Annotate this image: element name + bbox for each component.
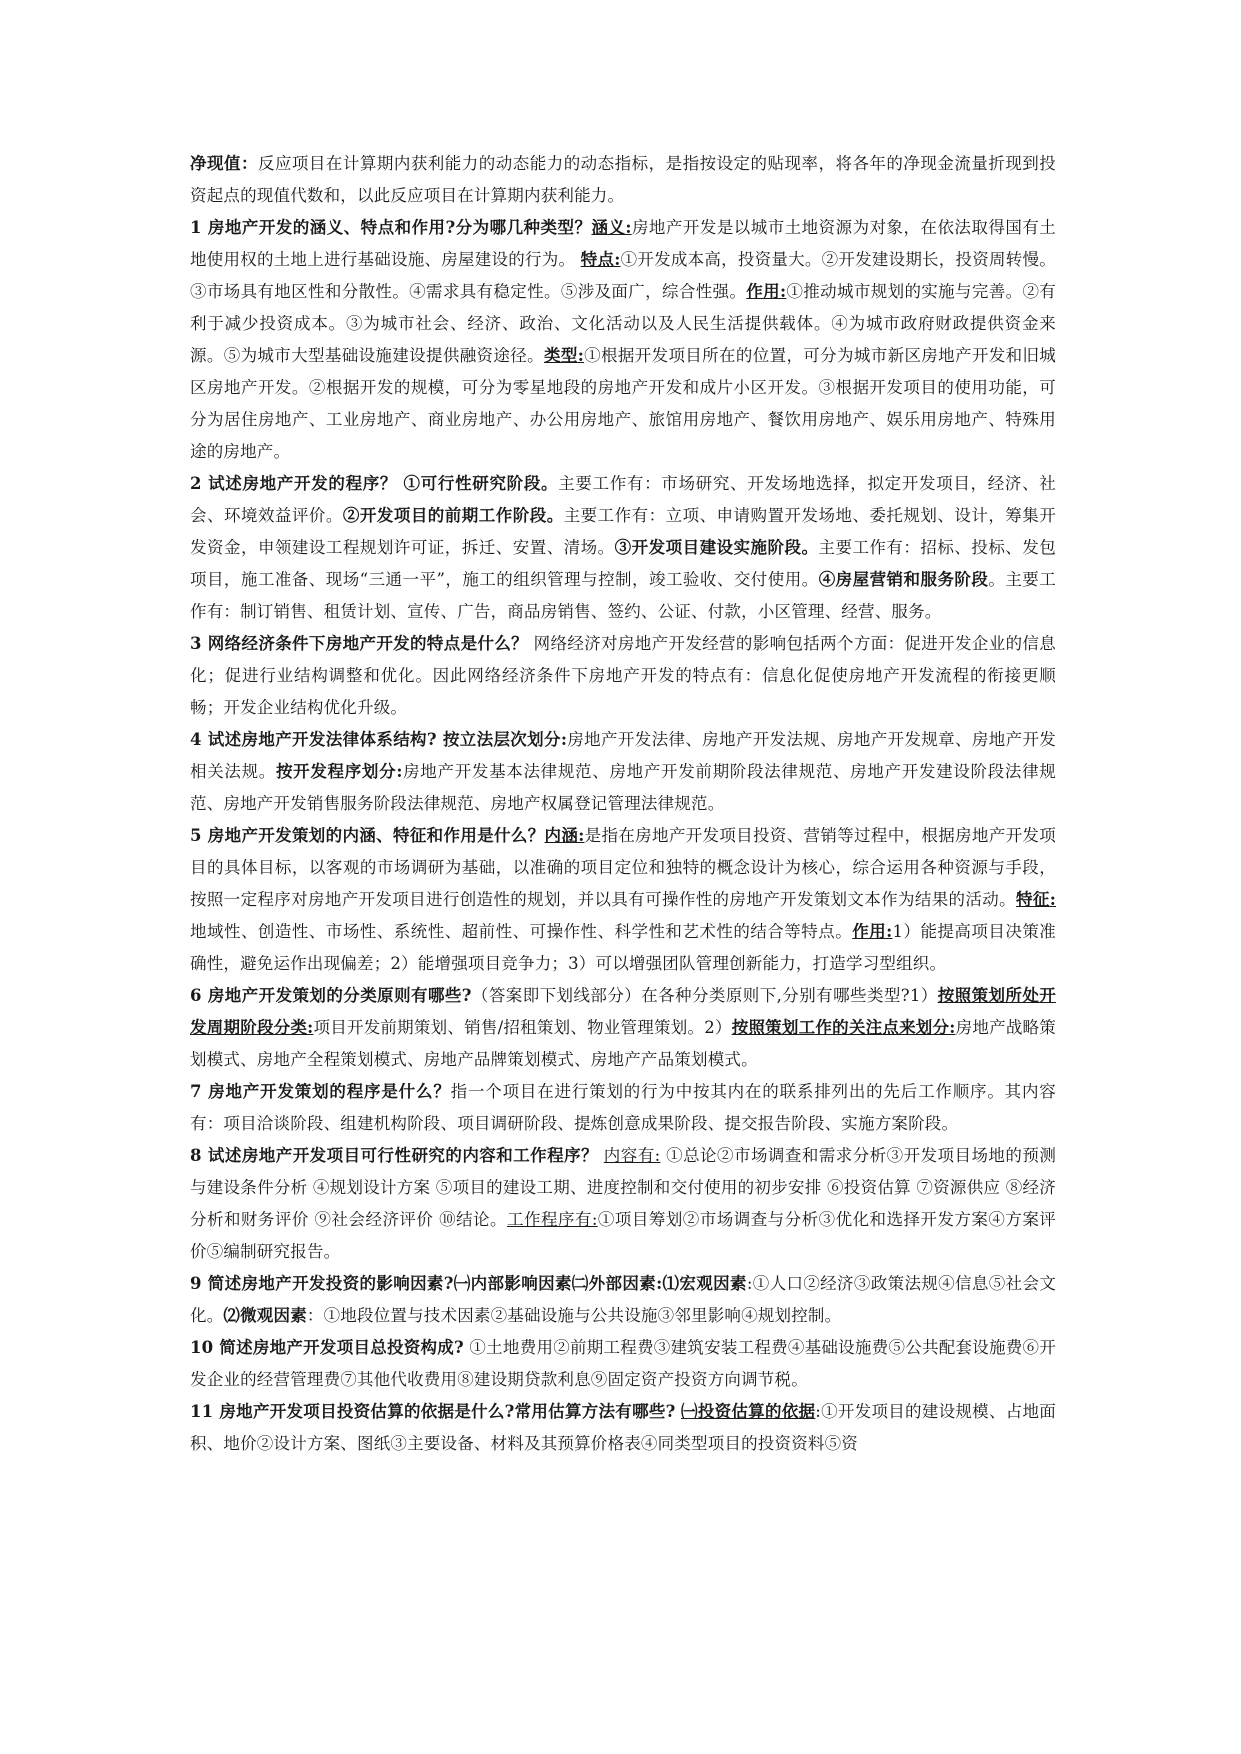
paragraph xyxy=(190,148,1056,212)
paragraph xyxy=(190,820,1056,980)
bold-text-run: 作用: xyxy=(746,282,787,301)
text-run: 内容有: xyxy=(603,1146,661,1165)
bold-text-run: 特征: xyxy=(1015,890,1056,909)
bold-text-run: 4 试述房地产开发法律体系结构? 按立法层次划分: xyxy=(190,730,568,749)
bold-text-run: 1 房地产开发的涵义、特点和作用?分为哪几种类型？ xyxy=(190,218,592,237)
bold-text-run: ⑵微观因素 xyxy=(223,1306,307,1325)
bold-text-run: 涵义: xyxy=(591,218,632,237)
bold-text-run: 5 房地产开发策划的内涵、特征和作用是什么？ xyxy=(190,826,545,845)
text-run: （答案即下划线部分）在各种分类原则下,分别有哪些类型?1） xyxy=(471,986,938,1005)
paragraph xyxy=(190,1268,1056,1332)
text-run: ①推动城市规划的实施与完善。②有利于减少投资成本。③为城市社会、经济、政治、文化活动以及人民生活提供载体。④为城市政府财政提供资金来源。⑤为城市大型基础设施建设提供融资途径。 xyxy=(190,282,1057,365)
text-run: 房地产开发法律、房地产开发法规、房地产开发规章、房地产开发相关法规。 xyxy=(190,730,1056,781)
bold-text-run: 按开发程序划分: xyxy=(275,762,403,781)
bold-text-run: ㈠投资估算的依据 xyxy=(681,1402,816,1421)
bold-text-run: 9 简述房地产开发投资的影响因素?㈠内部影响因素㈡外部因素: xyxy=(190,1274,663,1293)
paragraph xyxy=(190,724,1056,820)
paragraph xyxy=(190,628,1056,724)
text-run: 主要工作有：立项、申请购置开发场地、委托规划、设计，筹集开发资金，申领建设工程规划许可证，拆迁、安置、清场。 xyxy=(190,506,1056,557)
text-run: ①总论②市场调查和需求分析③开发项目场地的预测与建设条件分析 ④规划设计方案 ⑤项目的建设工期、进度控制和交付使用的初步安排 ⑥投资估算 ⑦资源供应 ⑧经济分析和财务评价 ⑨社会经济评价 ⑩结论。 xyxy=(190,1146,1057,1229)
paragraph xyxy=(190,1140,1056,1268)
bold-text-run: 按照策划工作的关注点来划分: xyxy=(731,1018,956,1037)
text-run: 反应项目在计算期内获利能力的动态能力的动态指标，是指按设定的贴现率，将各年的净现金流量折现到投资起点的现值代数和，以此反应项目在计算期内获利能力。 xyxy=(190,154,1056,205)
bold-text-run: 作用: xyxy=(852,922,893,941)
text-run: ①根据开发项目所在的位置，可分为城市新区房地产开发和旧城区房地产开发。②根据开发的规模，可分为零星地段的房地产开发和成片小区开发。③根据开发项目的使用功能，可分为居住房地产、工业房地产、商业房地产、办公用房地产、旅馆用房地产、餐饮用房地产、娱乐用房地产、特殊用途的房地产。 xyxy=(190,346,1056,461)
bold-text-run: 类型: xyxy=(544,346,585,365)
text-run: 主要工作有：市场研究、开发场地选择，拟定开发项目，经济、社会、环境效益评价。 xyxy=(190,474,1056,525)
bold-text-run: 10 简述房地产开发项目总投资构成? xyxy=(190,1338,464,1357)
bold-text-run: ③开发项目建设实施阶段。 xyxy=(614,538,819,557)
paragraph xyxy=(190,1396,1056,1460)
text-run: 房地产战略策划模式、房地产全程策划模式、房地产品牌策划模式、房地产产品策划模式。 xyxy=(190,1018,1056,1069)
bold-text-run: 净现值： xyxy=(190,154,258,173)
paragraph xyxy=(190,212,1056,468)
text-run: 项目开发前期策划、销售/招租策划、物业管理策划。2） xyxy=(313,1018,732,1037)
text-run: 工作程序有: xyxy=(507,1210,598,1229)
text-run: 1）能提高项目决策准确性，避免运作出现偏差；2）能增强项目竞争力；3）可以增强团队管理创新能力，打造学习型组织。 xyxy=(190,922,1056,973)
bold-text-run: ⑴宏观因素 xyxy=(662,1274,747,1293)
bold-text-run: 3 网络经济条件下房地产开发的特点是什么？ xyxy=(190,634,529,653)
bold-text-run: 2 试述房地产开发的程序？ ①可行性研究阶段。 xyxy=(190,474,559,493)
bold-text-run: 11 房地产开发项目投资估算的依据是什么?常用估算方法有哪些? xyxy=(190,1402,676,1421)
bold-text-run: 特点: xyxy=(580,250,621,269)
paragraph xyxy=(190,1332,1056,1396)
text-run: 主要工作有：招标、投标、发包项目，施工准备、现场“三通一平”，施工的组织管理与控制，竣工验收、交付使用。 xyxy=(190,538,1056,589)
bold-text-run: 按照策划所处开发周期阶段分类: xyxy=(190,986,1056,1037)
paragraph xyxy=(190,468,1056,628)
text-run: ①土地费用②前期工程费③建筑安装工程费④基础设施费⑤公共配套设施费⑥开发企业的经营管理费⑦其他代收费用⑧建设期贷款利息⑨固定资产投资方向调节税。 xyxy=(190,1338,1056,1389)
text-run: 地域性、创造性、市场性、系统性、超前性、可操作性、科学性和艺术性的结合等特点。 xyxy=(190,922,853,941)
text-run: ①开发成本高，投资量大。②开发建设期长，投资周转慢。③市场具有地区性和分散性。④需求具有稳定性。⑤涉及面广，综合性强。 xyxy=(190,250,1057,301)
text-run: ①项目筹划②市场调查与分析③优化和选择开发方案④方案评价⑤编制研究报告。 xyxy=(190,1210,1056,1261)
text-run: :①开发项目的建设规模、占地面积、地价②设计方案、图纸③主要设备、材料及其预算价格表④同类型项目的投资资料⑤资 xyxy=(190,1402,1056,1453)
text-run: 。主要工作有：制订销售、租赁计划、宣传、广告，商品房销售、签约、公证、付款，小区管理、经营、服务。 xyxy=(190,570,1056,621)
bold-text-run: 7 房地产开发策划的程序是什么？ xyxy=(190,1082,451,1101)
text-run: 是指在房地产开发项目投资、营销等过程中，根据房地产开发项目的具体目标，以客观的市场调研为基础，以准确的项目定位和独特的概念设计为核心，综合运用各种资源与手段，按照一定程序对房地产开发项目进行创造性的规划，并以具有可操作性的房地产开发策划文本作为结果的活动。 xyxy=(190,826,1056,909)
bold-text-run: 内涵: xyxy=(544,826,585,845)
text-run: ：①地段位置与技术因素②基础设施与公共设施③邻里影响④规划控制。 xyxy=(306,1306,842,1325)
text-run: 指一个项目在进行策划的行为中按其内在的联系排列出的先后工作顺序。其内容有：项目洽谈阶段、组建机构阶段、项目调研阶段、提炼创意成果阶段、提交报告阶段、实施方案阶段。 xyxy=(190,1082,1057,1133)
bold-text-run: ④房屋营销和服务阶段 xyxy=(818,570,989,589)
bold-text-run: 8 试述房地产开发项目可行性研究的内容和工作程序？ xyxy=(190,1146,599,1165)
paragraph xyxy=(190,1076,1056,1140)
bold-text-run: ②开发项目的前期工作阶段。 xyxy=(342,506,564,525)
text-run: 网络经济对房地产开发经营的影响包括两个方面：促进开发企业的信息化；促进行业结构调整和优化。因此网络经济条件下房地产开发的特点有：信息化促使房地产开发流程的衔接更顺畅；开发企业结构优化升级。 xyxy=(190,634,1056,717)
paragraph xyxy=(190,980,1056,1076)
document-page xyxy=(190,148,1056,1460)
bold-text-run: 6 房地产开发策划的分类原则有哪些? xyxy=(190,986,472,1005)
text-run: 房地产开发是以城市土地资源为对象，在依法取得国有土地使用权的土地上进行基础设施、房屋建设的行为。 xyxy=(190,218,1056,269)
text-run: :①人口②经济③政策法规④信息⑤社会文化。 xyxy=(190,1274,1057,1325)
text-run: 房地产开发基本法律规范、房地产开发前期阶段法律规范、房地产开发建设阶段法律规范、房地产开发销售服务阶段法律规范、房地产权属登记管理法律规范。 xyxy=(190,762,1056,813)
